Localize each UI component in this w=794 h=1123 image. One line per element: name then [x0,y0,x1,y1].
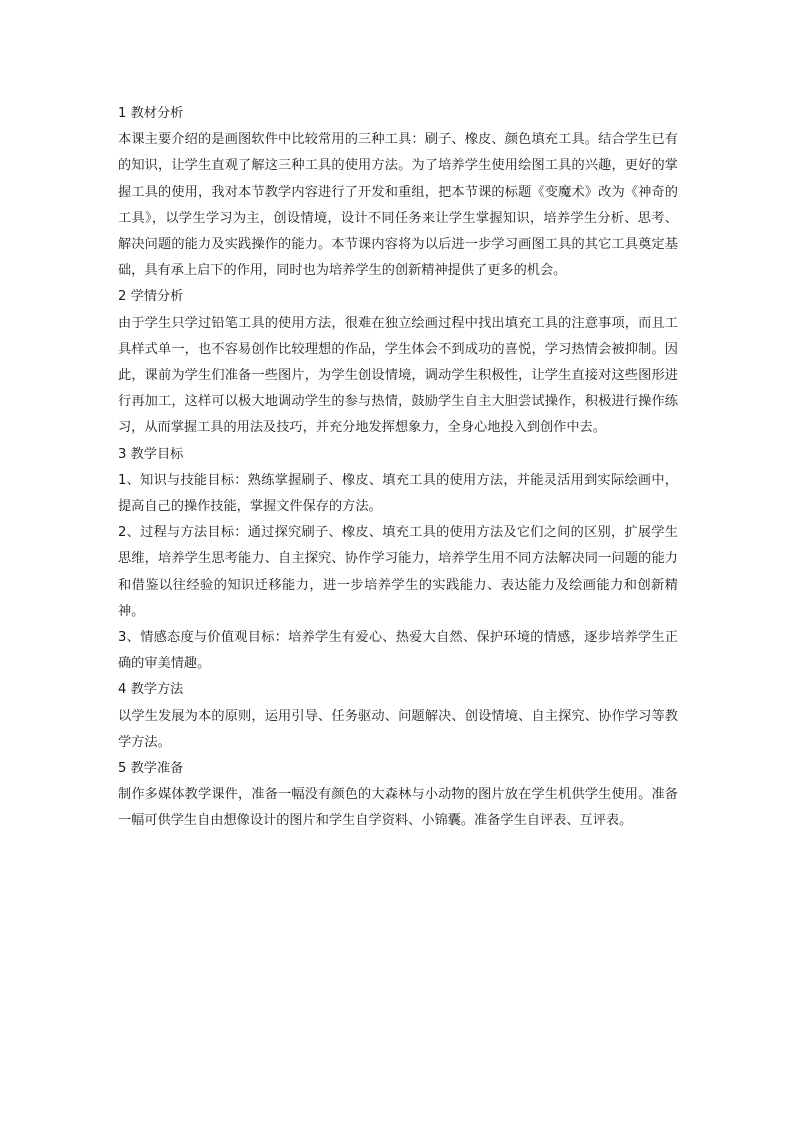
section-heading-4: 4 教学方法 [118,682,184,698]
section-paragraph-4-1: 以学生发展为本的原则，运用引导、任务驱动、问题解决、创设情境、自主探究、协作学习等教学方法。 [118,708,678,750]
section-heading-3: 3 教学目标 [118,446,184,462]
section-heading-1: 1 教材分析 [118,106,184,121]
section-paragraph-1-1: 本课主要介绍的是画图软件中比较常用的三种工具：刷子、橡皮、颜色填充工具。结合学生已有的知识，让学生直观了解这三种工具的使用方法。为了培养学生使用绘图工具的兴趣，更好的掌握工具的使用，我对本节教学内容进行了开发和重组，把本节课的标题《变魔术》改为《神奇的工具》，以学生学习为主，创设情境，设计不同任务来让学生掌握知识，培养学生分析、思考、解决问题的能力及实践操作的能力。本节课内容将为以后进一步学习画图工具的其它工具奠定基础，具有承上启下的作用，同时也为培养学生的创新精神提供了更多的机会。 [118,132,678,279]
section-heading-5: 5 教学准备 [118,761,184,777]
document-page [118,101,678,835]
section-paragraph-3-2: 2、过程与方法目标：通过探究刷子、橡皮、填充工具的使用方法及它们之间的区别，扩展学生思维，培养学生思考能力、自主探究、协作学习能力，培养学生用不同方法解决同一问题的能力和借鉴以往经验的知识迁移能力，进一步培养学生的实践能力、表达能力及绘画能力和创新精神。 [118,525,678,619]
section-paragraph-2-1: 由于学生只学过铅笔工具的使用方法，很难在独立绘画过程中找出填充工具的注意事项，而且工具样式单一，也不容易创作比较理想的作品，学生体会不到成功的喜悦，学习热情会被抑制。因此，课前为学生们准备一些图片，为学生创设情境，调动学生积极性，让学生直接对这些图形进行再加工，这样可以极大地调动学生的参与热情，鼓励学生自主大胆尝试操作，积极进行操作练习，从而掌握工具的用法及技巧，并充分地发挥想象力，全身心地投入到创作中去。 [118,315,678,436]
section-paragraph-5-1: 制作多媒体教学课件，准备一幅没有颜色的大森林与小动物的图片放在学生机供学生使用。准备一幅可供学生自由想像设计的图片和学生自学资料、小锦囊。准备学生自评表、互评表。 [118,787,678,829]
section-paragraph-3-3: 3、情感态度与价值观目标：培养学生有爱心、热爱大自然、保护环境的情感，逐步培养学生正确的审美情趣。 [118,630,678,672]
section-paragraph-3-1: 1、知识与技能目标：熟练掌握刷子、橡皮、填充工具的使用方法，并能灵活用到实际绘画中，提高自己的操作技能，掌握文件保存的方法。 [118,472,678,515]
section-heading-2: 2 学情分析 [118,289,184,305]
